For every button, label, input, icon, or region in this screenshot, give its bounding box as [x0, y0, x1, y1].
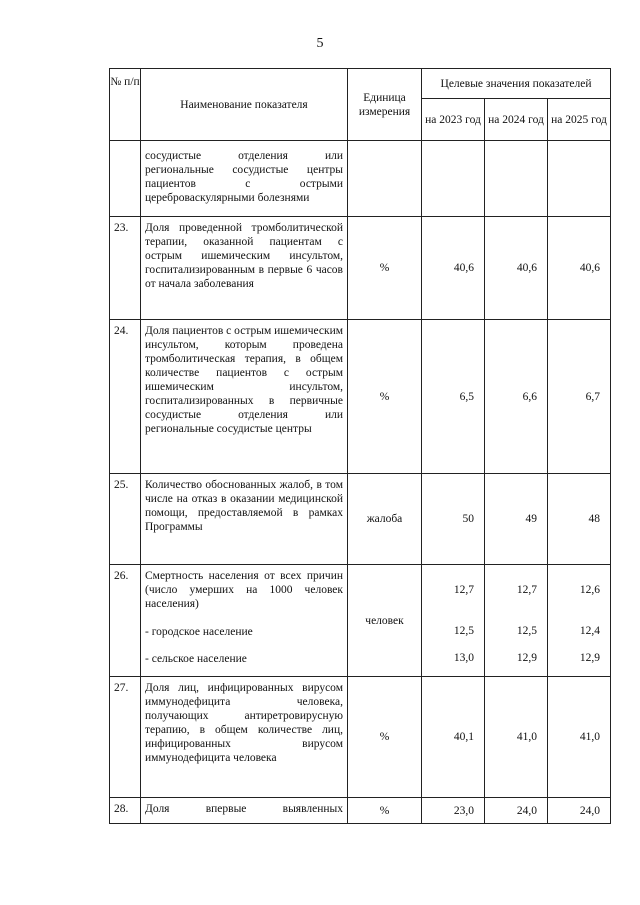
row-num — [110, 141, 141, 217]
header-year-2025: на 2025 год — [548, 99, 611, 141]
value-rural: 12,9 — [516, 652, 537, 664]
header-targets: Целевые значения показателей — [422, 69, 611, 99]
row-unit: % — [348, 677, 422, 798]
table-row — [110, 320, 611, 474]
row-value-2023 — [422, 565, 485, 677]
row-value — [548, 141, 611, 217]
value-total: 12,7 — [516, 584, 537, 596]
row-name: Доля впервые выявленных — [141, 798, 348, 824]
header-num: № п/п — [110, 69, 141, 141]
page-number: 5 — [316, 36, 324, 51]
row-value-2024: 24,0 — [485, 798, 548, 824]
row-num: 28. — [110, 798, 141, 824]
header-year-2023: на 2023 год — [422, 99, 485, 141]
row-num: 23. — [110, 217, 141, 320]
table-row — [110, 677, 611, 798]
row-name: Доля пациентов с острым ишемическим инсультом, которым проведена тромболитическая терапия, в общем количестве пациентов с острым ишемическим инсультом, госпитализированных в первичные сосудистые отделения или региональные сосудистые центры — [141, 320, 348, 474]
row-unit: % — [348, 217, 422, 320]
row-value-2025: 40,6 — [548, 217, 611, 320]
row-value-2025: 48 — [548, 474, 611, 565]
indicators-table — [109, 68, 611, 824]
row-value-2023: 40,1 — [422, 677, 485, 798]
value-total: 12,6 — [579, 584, 601, 596]
table-row — [110, 565, 611, 677]
row-num: 27. — [110, 677, 141, 798]
row-value-2024: 41,0 — [485, 677, 548, 798]
row-name-main: Смертность населения от всех причин (число умерших на 1000 человек населения) — [145, 570, 343, 610]
header-name: Наименование показателя — [141, 69, 348, 141]
header-unit: Единица измерения — [348, 69, 422, 141]
row-value-2024: 6,6 — [485, 320, 548, 474]
row-name — [141, 565, 348, 677]
value-rural: 13,0 — [453, 652, 474, 664]
row-value-2024 — [485, 565, 548, 677]
value-rural: 12,9 — [579, 652, 601, 664]
table-row — [110, 217, 611, 320]
row-name: сосудистые отделения или региональные сосудистые центры пациентов с острыми цереброваскулярными болезнями — [141, 141, 348, 217]
row-value-2025 — [548, 565, 611, 677]
row-value — [485, 141, 548, 217]
row-name-urban: - городское население — [145, 626, 253, 638]
row-value-2023: 50 — [422, 474, 485, 565]
row-unit: % — [348, 798, 422, 824]
table-row — [110, 798, 611, 824]
row-unit: человек — [348, 565, 422, 677]
row-name: Доля проведенной тромболитической терапии, оказанной пациентам с острым ишемическим инсультом, госпитализированным в первые 6 часов от начала заболевания — [141, 217, 348, 320]
row-value-2023: 6,5 — [422, 320, 485, 474]
row-value-2024: 40,6 — [485, 217, 548, 320]
row-name: Количество обоснованных жалоб, в том числе на отказ в оказании медицинской помощи, предоставляемой в рамках Программы — [141, 474, 348, 565]
value-urban: 12,5 — [516, 625, 537, 637]
value-urban: 12,4 — [579, 625, 601, 637]
row-unit: жалоба — [348, 474, 422, 565]
row-value-2025: 6,7 — [548, 320, 611, 474]
row-num: 26. — [110, 565, 141, 677]
row-num: 25. — [110, 474, 141, 565]
row-num: 24. — [110, 320, 141, 474]
row-unit — [348, 141, 422, 217]
header-year-2024: на 2024 год — [485, 99, 548, 141]
row-value-2024: 49 — [485, 474, 548, 565]
row-value-2023: 23,0 — [422, 798, 485, 824]
row-value-2025: 24,0 — [548, 798, 611, 824]
row-value-2025: 41,0 — [548, 677, 611, 798]
value-total: 12,7 — [453, 584, 474, 596]
row-unit: % — [348, 320, 422, 474]
row-value-2023: 40,6 — [422, 217, 485, 320]
row-name: Доля лиц, инфицированных вирусом иммунодефицита человека, получающих антиретровирусную терапию, в общем количестве лиц, инфицированных вирусом иммунодефицита человека — [141, 677, 348, 798]
table-row — [110, 474, 611, 565]
table-row — [110, 141, 611, 217]
value-urban: 12,5 — [453, 625, 474, 637]
row-value — [422, 141, 485, 217]
row-name-rural: - сельское население — [145, 653, 247, 665]
